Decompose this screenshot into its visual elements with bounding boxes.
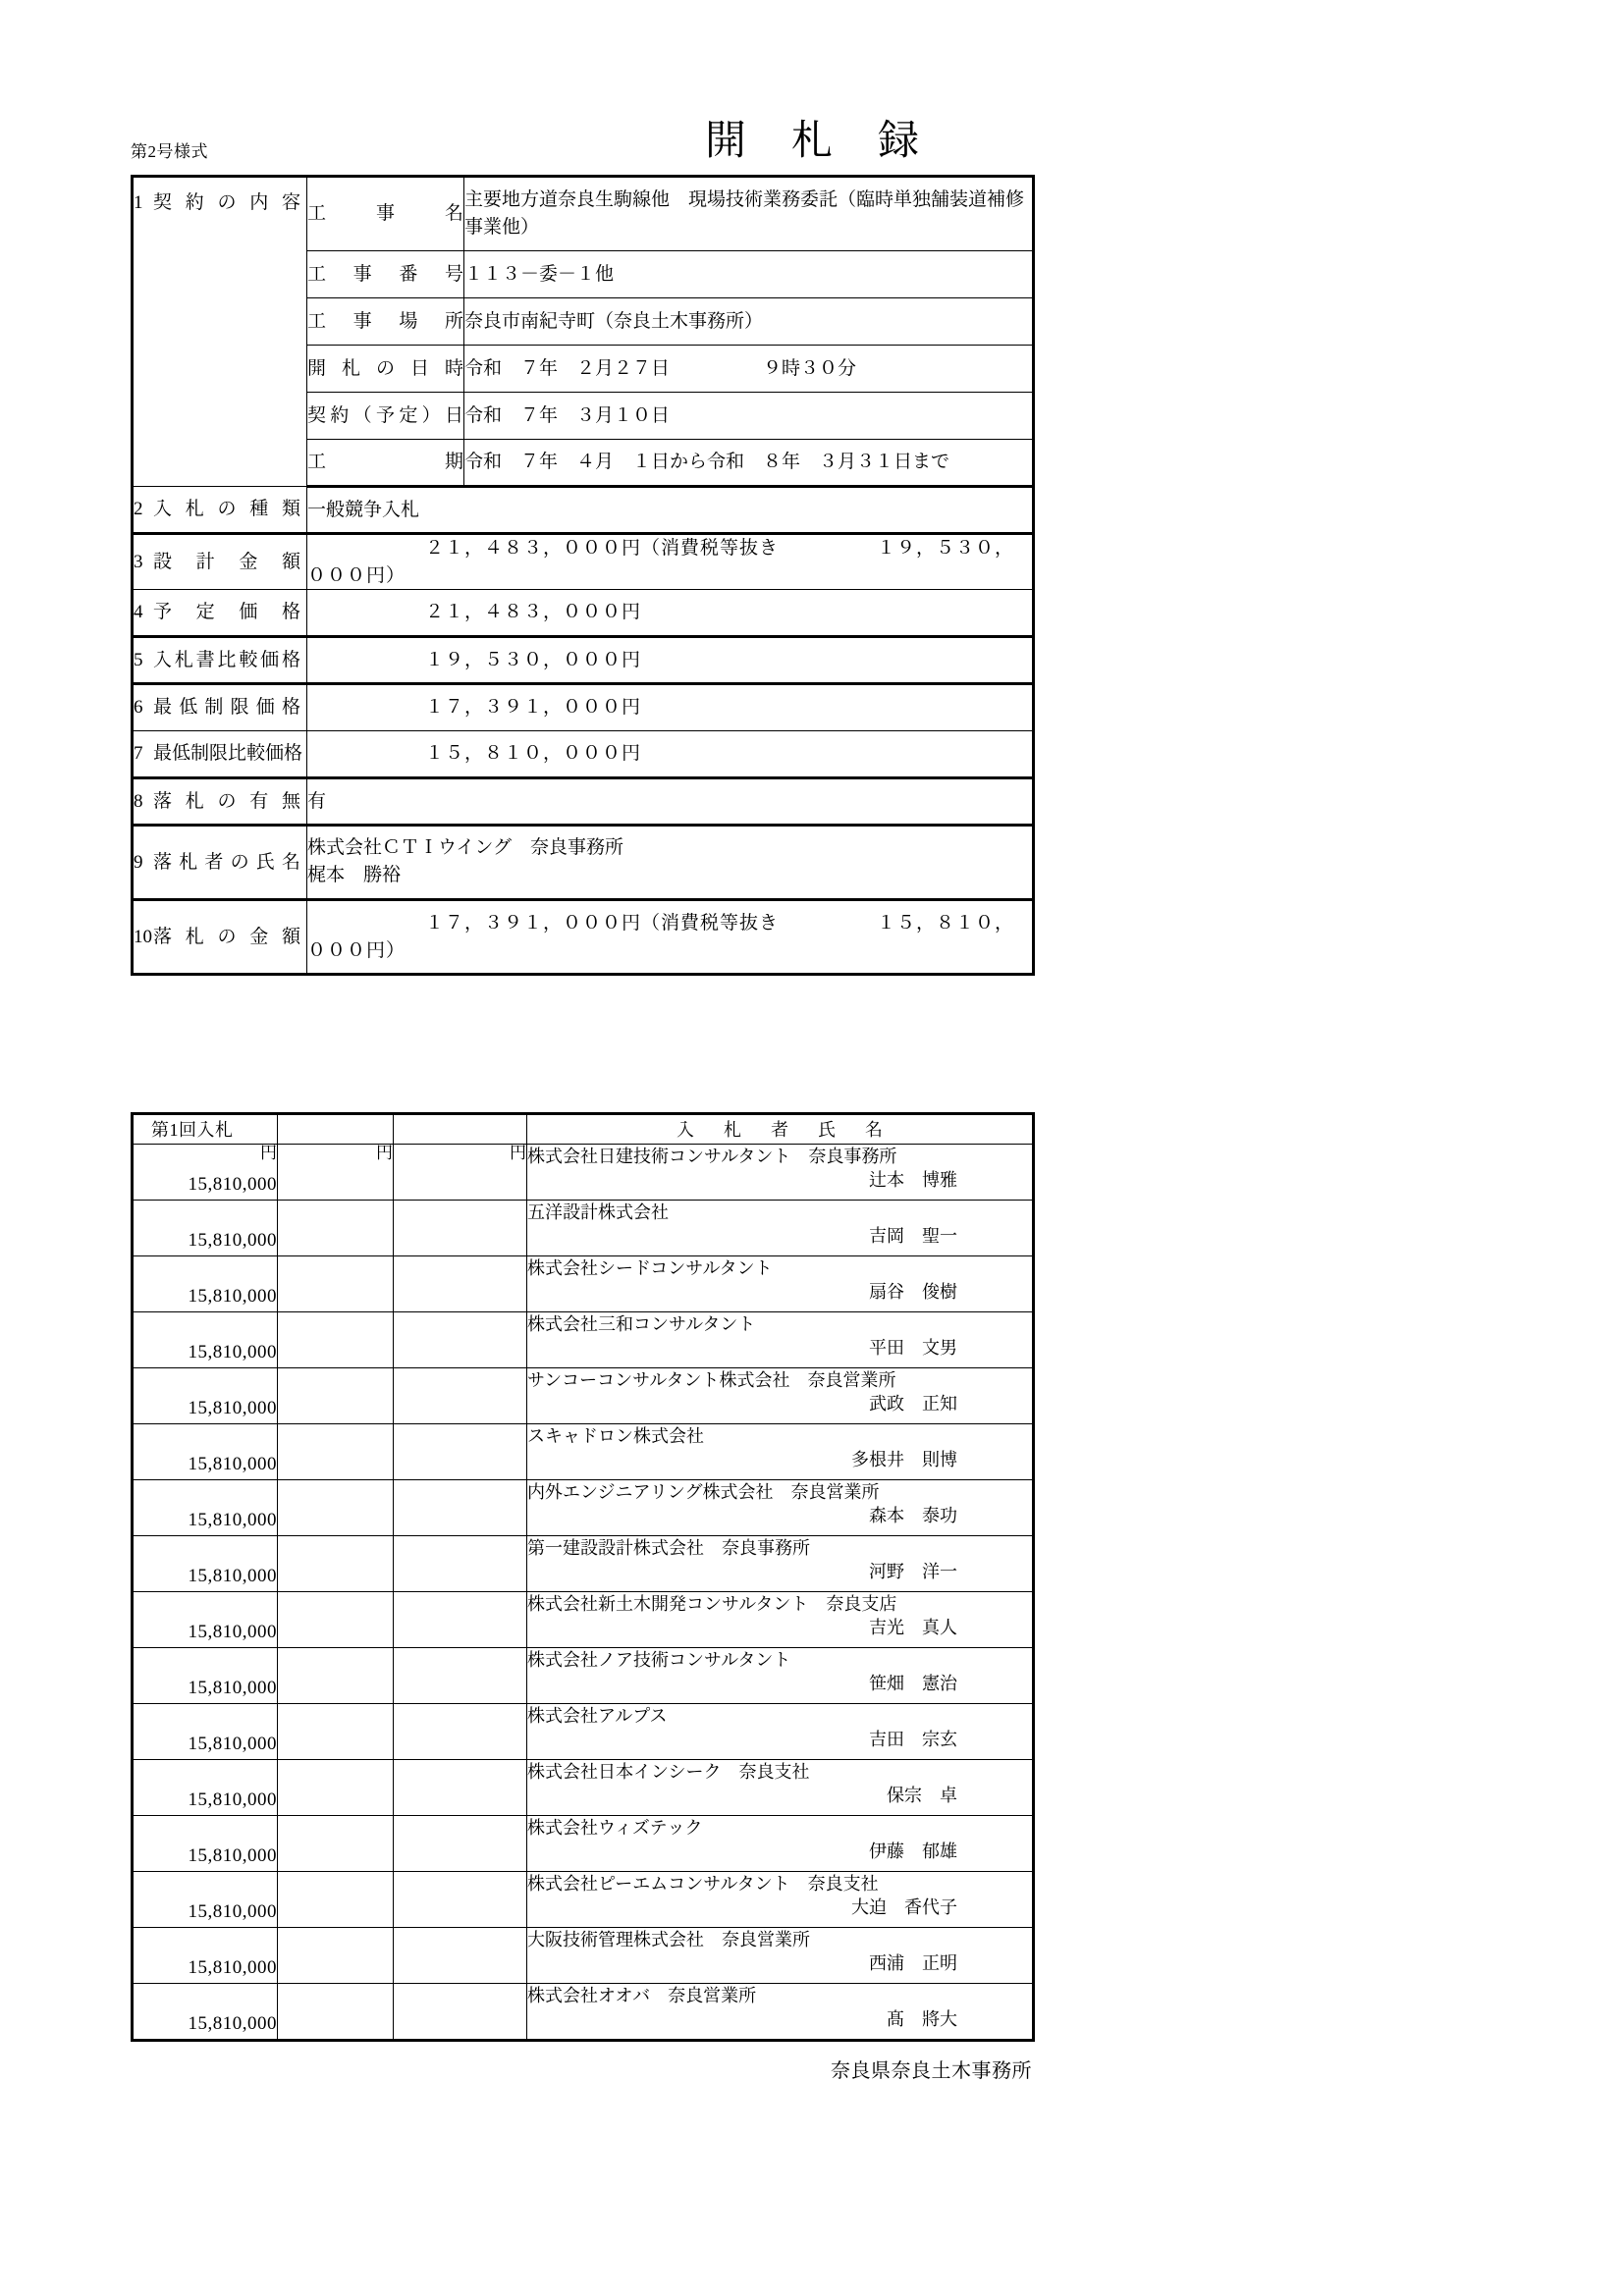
bidder-name-cell bbox=[527, 1256, 1034, 1312]
form-number: 第2号様式 bbox=[131, 142, 208, 161]
bid-amount-cell bbox=[133, 1424, 278, 1480]
item-number-6: 6 bbox=[134, 697, 143, 719]
bidder-name-cell bbox=[527, 1424, 1034, 1480]
bid-amount-value: 15,810,000 bbox=[188, 1622, 277, 1642]
bid-amount-value: 15,810,000 bbox=[188, 1566, 277, 1586]
header-blank-1 bbox=[278, 1114, 394, 1145]
item-title-10: 落札の金額 bbox=[153, 926, 300, 947]
item-value-minimum-comparison-price: １５，８１０，０００円 bbox=[307, 731, 1034, 778]
item-title-3: 設計金額 bbox=[153, 551, 300, 572]
contract-info-table bbox=[131, 175, 1035, 976]
bidder-company: 五洋設計株式会社 bbox=[527, 1202, 669, 1222]
bidder-name-cell bbox=[527, 1928, 1034, 1984]
bid-amount-cell bbox=[133, 1256, 278, 1312]
row-value-work-place: 奈良市南紀寺町（奈良土木事務所） bbox=[464, 298, 1034, 346]
row-value-work-name: 主要地方道奈良生駒線他 現場技術業務委託（臨時単独舗装道補修事業他） bbox=[464, 177, 1034, 251]
table-row-winner-name bbox=[133, 826, 1034, 900]
section-title: 契約の内容 bbox=[153, 192, 300, 213]
table-row bbox=[133, 1984, 1034, 2041]
bid-amount-cell-3 bbox=[394, 1592, 527, 1648]
table-row bbox=[133, 1760, 1034, 1816]
bidder-company: 株式会社日建技術コンサルタント 奈良事務所 bbox=[527, 1147, 897, 1166]
yen-symbol bbox=[394, 1760, 526, 1780]
bid-amount-cell-3 bbox=[394, 1872, 527, 1928]
row-label-work-number: 工事番号 bbox=[307, 251, 464, 298]
yen-symbol bbox=[134, 1536, 277, 1556]
bid-amount-cell-3 bbox=[394, 1368, 527, 1424]
bidder-person: 保宗 卓 bbox=[887, 1786, 957, 1806]
bid-amount-cell-2 bbox=[278, 1816, 394, 1872]
item-label-bid-type bbox=[133, 487, 307, 534]
yen-symbol bbox=[134, 1816, 277, 1836]
bid-amount-cell-2 bbox=[278, 1256, 394, 1312]
bidder-company: サンコーコンサルタント株式会社 奈良営業所 bbox=[527, 1370, 896, 1390]
bid-amount-cell bbox=[133, 1704, 278, 1760]
table-row bbox=[133, 1480, 1034, 1536]
bid-amount-cell bbox=[133, 1592, 278, 1648]
yen-symbol bbox=[134, 1648, 277, 1668]
header-bidder-name: 入札者氏名 bbox=[527, 1114, 1034, 1145]
section-label-contract bbox=[133, 177, 307, 487]
bidder-person: 大迫 香代子 bbox=[851, 1897, 957, 1918]
item-number-4: 4 bbox=[134, 602, 143, 623]
item-number-8: 8 bbox=[134, 790, 143, 812]
yen-symbol bbox=[278, 1592, 393, 1612]
bidder-name-cell bbox=[527, 1872, 1034, 1928]
item-number-7: 7 bbox=[134, 743, 143, 765]
item-label-winner-name bbox=[133, 826, 307, 900]
bid-amount-cell bbox=[133, 1760, 278, 1816]
yen-symbol bbox=[394, 1592, 526, 1612]
bid-amount-value: 15,810,000 bbox=[188, 1174, 277, 1195]
bidder-person: 武政 正知 bbox=[869, 1394, 957, 1415]
table-row-bid-comparison-price bbox=[133, 637, 1034, 684]
item-title-6: 最低制限価格 bbox=[153, 697, 300, 719]
bidder-person: 髙 將大 bbox=[887, 2009, 957, 2030]
bid-amount-value: 15,810,000 bbox=[188, 1678, 277, 1698]
bidder-company: 内外エンジニアリング株式会社 奈良営業所 bbox=[527, 1482, 880, 1502]
yen-symbol bbox=[134, 1928, 277, 1948]
yen-symbol bbox=[394, 1256, 526, 1276]
bid-amount-cell-3 bbox=[394, 1704, 527, 1760]
item-title-4: 予定価格 bbox=[153, 602, 300, 623]
item-label-planned-price bbox=[133, 590, 307, 637]
bidder-person: 平田 文男 bbox=[869, 1338, 957, 1359]
bid-amount-value: 15,810,000 bbox=[188, 1734, 277, 1754]
table-row-work-name bbox=[133, 177, 1034, 251]
yen-symbol bbox=[278, 1256, 393, 1276]
bid-amount-cell-2 bbox=[278, 1984, 394, 2041]
item-number-3: 3 bbox=[134, 551, 143, 572]
bidder-company: 株式会社オオバ 奈良営業所 bbox=[527, 1986, 757, 2005]
bid-amount-cell bbox=[133, 1145, 278, 1201]
yen-symbol bbox=[278, 1872, 393, 1892]
table-row-award-exists bbox=[133, 778, 1034, 826]
bidder-name-cell bbox=[527, 1201, 1034, 1256]
yen-symbol bbox=[394, 1201, 526, 1220]
yen-symbol bbox=[394, 1480, 526, 1500]
bidder-name-cell bbox=[527, 1480, 1034, 1536]
bid-amount-cell bbox=[133, 1872, 278, 1928]
bid-amount-cell-3 bbox=[394, 1760, 527, 1816]
yen-symbol bbox=[394, 1872, 526, 1892]
bidder-person: 西浦 正明 bbox=[869, 1953, 957, 1974]
bid-amount-cell-2 bbox=[278, 1480, 394, 1536]
item-value-award-exists: 有 bbox=[307, 778, 1034, 826]
bidder-person: 多根井 則博 bbox=[851, 1450, 957, 1470]
header-blank-2 bbox=[394, 1114, 527, 1145]
bidder-name-cell bbox=[527, 1816, 1034, 1872]
yen-symbol bbox=[134, 1201, 277, 1220]
bid-amount-cell bbox=[133, 1536, 278, 1592]
bid-amount-cell bbox=[133, 1928, 278, 1984]
bidders-table bbox=[131, 1112, 1035, 2042]
bidder-person: 扇谷 俊樹 bbox=[869, 1282, 957, 1303]
bid-amount-cell-3 bbox=[394, 1312, 527, 1368]
row-value-contract-date: 令和 ７年 ３月１０日 bbox=[464, 393, 1034, 440]
bidder-person: 笹畑 憲治 bbox=[869, 1674, 957, 1694]
yen-symbol bbox=[278, 1201, 393, 1220]
table-row bbox=[133, 1256, 1034, 1312]
item-title-9: 落札者の氏名 bbox=[153, 851, 300, 873]
yen-symbol bbox=[394, 1648, 526, 1668]
bidder-company: 株式会社新土木開発コンサルタント 奈良支店 bbox=[527, 1594, 897, 1614]
bidder-name-cell bbox=[527, 1760, 1034, 1816]
yen-symbol bbox=[394, 1424, 526, 1444]
bidders-table-header bbox=[133, 1114, 1034, 1145]
yen-symbol bbox=[394, 1816, 526, 1836]
page-title: 開札録 bbox=[704, 119, 964, 164]
bidder-company: 株式会社シードコンサルタント bbox=[527, 1258, 773, 1278]
yen-symbol bbox=[394, 1928, 526, 1948]
item-label-minimum-comparison-price bbox=[133, 731, 307, 778]
bidder-person: 森本 泰功 bbox=[869, 1506, 957, 1526]
bidder-company: 株式会社ウィズテック bbox=[527, 1818, 703, 1838]
bidder-name-cell bbox=[527, 1704, 1034, 1760]
item-value-winner-name bbox=[307, 826, 1034, 900]
table-row bbox=[133, 1368, 1034, 1424]
table-row bbox=[133, 1424, 1034, 1480]
item-number-2: 2 bbox=[134, 499, 143, 520]
bid-amount-value: 15,810,000 bbox=[188, 2013, 277, 2034]
row-value-work-period: 令和 ７年 ４月 １日から令和 ８年 ３月３１日まで bbox=[464, 440, 1034, 487]
table-row-design-amount bbox=[133, 534, 1034, 590]
yen-symbol bbox=[134, 1368, 277, 1388]
bidder-company: スキャドロン株式会社 bbox=[527, 1426, 704, 1446]
yen-symbol bbox=[394, 1536, 526, 1556]
row-label-work-period: 工期 bbox=[307, 440, 464, 487]
bid-amount-value: 15,810,000 bbox=[188, 1845, 277, 1866]
bid-amount-cell-2 bbox=[278, 1368, 394, 1424]
header-round-label: 第1回入札 bbox=[133, 1114, 278, 1145]
bidder-name-cell bbox=[527, 1648, 1034, 1704]
item-label-bid-comparison-price bbox=[133, 637, 307, 684]
bid-amount-cell-2 bbox=[278, 1424, 394, 1480]
bidder-name-cell bbox=[527, 1592, 1034, 1648]
yen-symbol bbox=[134, 1312, 277, 1332]
yen-symbol bbox=[278, 1984, 393, 2003]
item-label-award-exists bbox=[133, 778, 307, 826]
footer-office-name: 奈良県奈良土木事務所 bbox=[831, 2060, 1032, 2082]
bidder-person: 辻本 博雅 bbox=[869, 1170, 957, 1191]
item-value-design-amount: ２１，４８３，０００円（消費税等抜き １９，５３０，０００円） bbox=[307, 534, 1034, 590]
bidder-person: 吉光 真人 bbox=[869, 1618, 957, 1638]
bid-amount-value: 15,810,000 bbox=[188, 1230, 277, 1251]
bid-amount-cell bbox=[133, 1201, 278, 1256]
table-row-winning-amount bbox=[133, 900, 1034, 975]
table-row-minimum-comparison-price bbox=[133, 731, 1034, 778]
item-label-winning-amount bbox=[133, 900, 307, 975]
bid-amount-value: 15,810,000 bbox=[188, 1901, 277, 1922]
yen-symbol bbox=[278, 1536, 393, 1556]
bid-amount-value: 15,810,000 bbox=[188, 1510, 277, 1530]
yen-symbol bbox=[134, 1256, 277, 1276]
row-label-work-name: 工事名 bbox=[307, 177, 464, 251]
item-title-7: 最低制限比較価格 bbox=[153, 743, 303, 765]
table-row bbox=[133, 1201, 1034, 1256]
bidder-name-cell bbox=[527, 1984, 1034, 2041]
yen-symbol bbox=[394, 1984, 526, 2003]
row-label-contract-date: 契約（予定）日 bbox=[307, 393, 464, 440]
winner-person: 梶本 勝裕 bbox=[307, 864, 402, 885]
bid-amount-cell-3 bbox=[394, 1536, 527, 1592]
bidder-person: 吉岡 聖一 bbox=[869, 1226, 957, 1247]
bid-amount-cell-3 bbox=[394, 1480, 527, 1536]
bid-amount-cell-2 bbox=[278, 1201, 394, 1256]
table-row-planned-price bbox=[133, 590, 1034, 637]
bid-amount-cell-2 bbox=[278, 1145, 394, 1201]
bidder-company: 株式会社ノア技術コンサルタント bbox=[527, 1650, 791, 1670]
bid-amount-value: 15,810,000 bbox=[188, 1398, 277, 1418]
bid-amount-cell bbox=[133, 1648, 278, 1704]
yen-symbol bbox=[278, 1368, 393, 1388]
yen-symbol bbox=[278, 1704, 393, 1724]
item-number-5: 5 bbox=[134, 649, 143, 670]
yen-symbol bbox=[278, 1816, 393, 1836]
bid-amount-cell bbox=[133, 1984, 278, 2041]
bidder-company: 株式会社三和コンサルタント bbox=[527, 1314, 756, 1334]
bid-amount-cell-2 bbox=[278, 1928, 394, 1984]
yen-symbol bbox=[394, 1704, 526, 1724]
table-row bbox=[133, 1536, 1034, 1592]
bid-amount-cell bbox=[133, 1312, 278, 1368]
bidder-company: 株式会社アルプス bbox=[527, 1706, 668, 1726]
yen-symbol bbox=[278, 1312, 393, 1332]
item-value-winning-amount: １７，３９１，０００円（消費税等抜き １５，８１０，０００円） bbox=[307, 900, 1034, 975]
yen-symbol bbox=[278, 1760, 393, 1780]
bidder-company: 第一建設設計株式会社 奈良事務所 bbox=[527, 1538, 810, 1558]
bid-amount-cell-3 bbox=[394, 1201, 527, 1256]
bid-amount-cell-2 bbox=[278, 1760, 394, 1816]
bidder-name-cell bbox=[527, 1536, 1034, 1592]
table-row bbox=[133, 1312, 1034, 1368]
item-title-5: 入札書比較価格 bbox=[153, 649, 300, 670]
table-row bbox=[133, 1704, 1034, 1760]
bidder-person: 吉田 宗玄 bbox=[869, 1730, 957, 1750]
bid-amount-cell-2 bbox=[278, 1872, 394, 1928]
bid-amount-value: 15,810,000 bbox=[188, 1957, 277, 1978]
yen-symbol bbox=[278, 1928, 393, 1948]
item-value-bid-type: 一般競争入札 bbox=[307, 487, 1034, 534]
bid-amount-cell-3 bbox=[394, 1648, 527, 1704]
item-value-minimum-price: １７，３９１，０００円 bbox=[307, 684, 1034, 731]
bid-amount-cell-2 bbox=[278, 1592, 394, 1648]
yen-symbol: 円 bbox=[510, 1144, 526, 1162]
yen-symbol bbox=[278, 1648, 393, 1668]
table-row bbox=[133, 1592, 1034, 1648]
item-number-10: 10 bbox=[134, 926, 152, 947]
yen-symbol: 円 bbox=[376, 1144, 393, 1162]
yen-symbol bbox=[134, 1872, 277, 1892]
item-number-9: 9 bbox=[134, 851, 143, 873]
bid-amount-cell-3 bbox=[394, 1145, 527, 1201]
yen-symbol bbox=[134, 1984, 277, 2003]
yen-symbol bbox=[134, 1704, 277, 1724]
yen-symbol bbox=[134, 1480, 277, 1500]
bidder-company: 株式会社日本インシーク 奈良支社 bbox=[527, 1762, 810, 1782]
bid-amount-cell-3 bbox=[394, 1256, 527, 1312]
bid-amount-cell-3 bbox=[394, 1984, 527, 2041]
yen-symbol bbox=[394, 1312, 526, 1332]
item-title-2: 入札の種類 bbox=[153, 499, 300, 520]
bidder-name-cell bbox=[527, 1145, 1034, 1201]
yen-symbol bbox=[134, 1424, 277, 1444]
item-label-design-amount bbox=[133, 534, 307, 590]
bidder-person: 河野 洋一 bbox=[869, 1562, 957, 1582]
bid-amount-value: 15,810,000 bbox=[188, 1342, 277, 1362]
bid-amount-cell-2 bbox=[278, 1536, 394, 1592]
table-row-minimum-price bbox=[133, 684, 1034, 731]
bid-amount-cell bbox=[133, 1816, 278, 1872]
bidder-person: 伊藤 郁雄 bbox=[869, 1842, 957, 1862]
bid-amount-cell-2 bbox=[278, 1704, 394, 1760]
bid-amount-cell bbox=[133, 1368, 278, 1424]
section-number: 1 bbox=[134, 192, 143, 213]
winner-company: 株式会社ＣＴＩウイング 奈良事務所 bbox=[307, 837, 624, 859]
table-row bbox=[133, 1648, 1034, 1704]
bidder-company: 大阪技術管理株式会社 奈良営業所 bbox=[527, 1930, 810, 1949]
bid-amount-cell-2 bbox=[278, 1312, 394, 1368]
bid-amount-cell-3 bbox=[394, 1816, 527, 1872]
yen-symbol bbox=[278, 1480, 393, 1500]
bidder-name-cell bbox=[527, 1368, 1034, 1424]
bid-amount-cell-2 bbox=[278, 1648, 394, 1704]
yen-symbol bbox=[278, 1424, 393, 1444]
table-row-bid-type bbox=[133, 487, 1034, 534]
row-value-work-number: １１３－委－１他 bbox=[464, 251, 1034, 298]
item-value-bid-comparison-price: １９，５３０，０００円 bbox=[307, 637, 1034, 684]
table-row bbox=[133, 1872, 1034, 1928]
yen-symbol bbox=[134, 1592, 277, 1612]
bid-amount-value: 15,810,000 bbox=[188, 1454, 277, 1474]
bidder-company: 株式会社ピーエムコンサルタント 奈良支社 bbox=[527, 1874, 879, 1894]
bid-amount-cell-3 bbox=[394, 1424, 527, 1480]
table-row bbox=[133, 1928, 1034, 1984]
bid-amount-value: 15,810,000 bbox=[188, 1789, 277, 1810]
table-row bbox=[133, 1145, 1034, 1201]
yen-symbol: 円 bbox=[260, 1144, 277, 1162]
item-value-planned-price: ２１，４８３，０００円 bbox=[307, 590, 1034, 637]
item-label-minimum-price bbox=[133, 684, 307, 731]
bid-amount-cell bbox=[133, 1480, 278, 1536]
bid-amount-cell-3 bbox=[394, 1928, 527, 1984]
bidder-name-cell bbox=[527, 1312, 1034, 1368]
yen-symbol bbox=[394, 1368, 526, 1388]
yen-symbol bbox=[134, 1760, 277, 1780]
row-value-opening-datetime: 令和 ７年 ２月２７日 ９時３０分 bbox=[464, 346, 1034, 393]
bid-amount-value: 15,810,000 bbox=[188, 1286, 277, 1307]
row-label-work-place: 工事場所 bbox=[307, 298, 464, 346]
row-label-opening-datetime: 開札の日時 bbox=[307, 346, 464, 393]
table-row bbox=[133, 1816, 1034, 1872]
item-title-8: 落札の有無 bbox=[153, 790, 300, 812]
